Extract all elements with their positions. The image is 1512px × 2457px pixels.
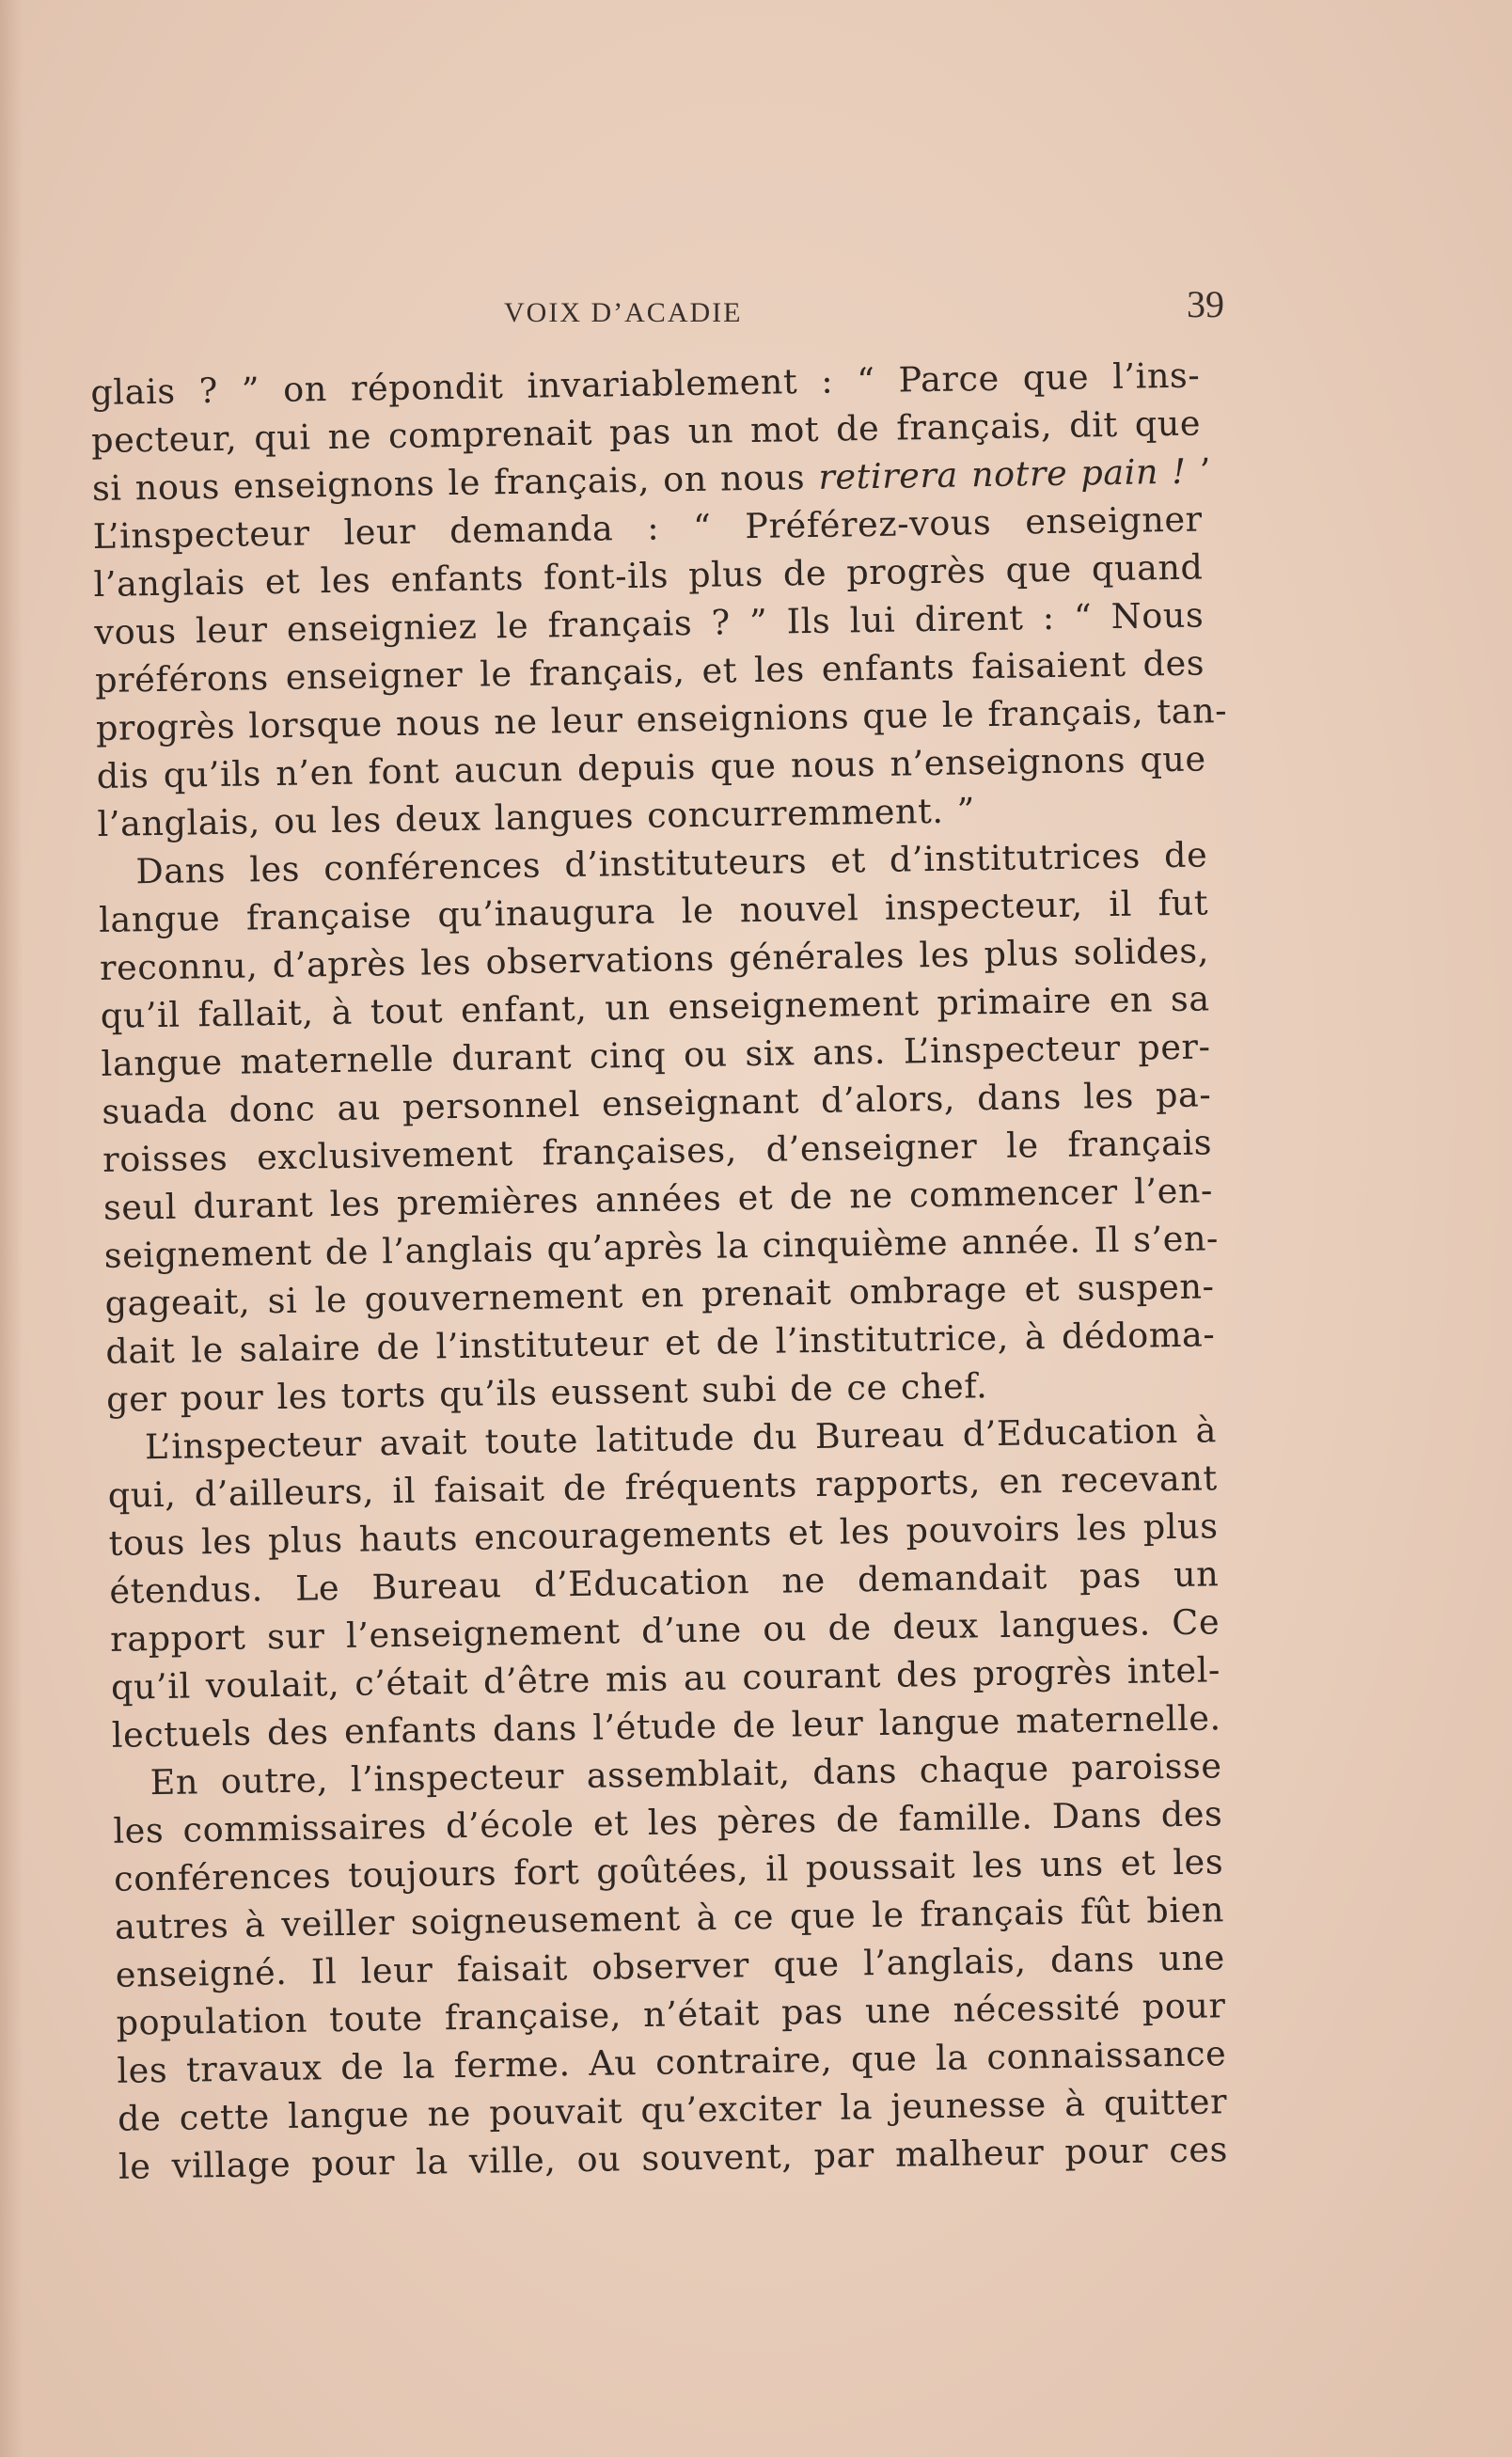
text-line: langue française qu’inaugura le nouvel inspecteur, il fut [98,882,1209,940]
body-text [90,351,1228,2190]
text-line: les travaux de la ferme. Au contraire, que la connaissance [117,2033,1227,2091]
page-number: 39 [1187,283,1224,325]
text-line: lectuels des enfants dans l’étude de leur langue maternelle. [111,1697,1222,1756]
text-line: glais ? ” on répondit invariablement : “ Parce que l’ins- [90,354,1201,413]
text-line: L’inspecteur avait toute latitude du Bureau d’Education à [144,1410,1218,1468]
paragraph-3 [107,1406,1221,1758]
text-line: dait le salaire de l’instituteur et de l’institutrice, à dédoma- [105,1314,1216,1372]
text-line-start: si nous enseignons le français, on nous [91,456,819,509]
text-line: progrès lorsque nous ne leur enseignions que le français, tan- [95,690,1228,748]
text-line: langue maternelle durant cinq ou six ans. L’inspecteur per- [101,1026,1211,1084]
text-line: seignement de l’anglais qu’après la cinquième année. Il s’en- [103,1218,1220,1276]
paragraph-4 [112,1741,1228,2190]
text-line: population toute française, n’était pas une nécessité pour [116,1985,1226,2043]
text-line: les commissaires d’école et les pères de famille. Dans des [113,1793,1223,1851]
page-header [94,282,1224,339]
text-line: dis qu’ils n’en font aucun depuis que nous n’enseignons que [96,738,1207,796]
closing-quote: ’ [1186,450,1212,492]
text-line: de cette langue ne pouvait qu’exciter la jeunesse à quitter [117,2081,1228,2139]
text-line: tous les plus hauts encouragements et les pouvoirs les plus [108,1505,1219,1564]
text-line: autres à veiller soigneusement à ce que le français fût bien [114,1889,1225,1947]
text-line: roisses exclusivement françaises, d’enseigner le français [102,1122,1213,1180]
text-line: étendus. Le Bureau d’Education ne demandait pas un [109,1553,1220,1612]
paragraph-1 [90,351,1228,847]
page-gutter-shadow [0,0,23,2457]
text-line: vous leur enseigniez le français ? ” Ils lui dirent : “ Nous [94,594,1205,653]
text-line: reconnu, d’après les observations générales les plus solides, [99,930,1210,988]
text-line: suada donc au personnel enseignant d’alors, dans les pa- [102,1074,1212,1132]
text-line: rapport sur l’enseignement d’une ou de deux langues. Ce [109,1601,1221,1660]
text-line: qui, d’ailleurs, il faisait de fréquents rapports, en recevant [107,1457,1219,1516]
text-line: conférences toujours fort goûtées, il poussait les uns et les [113,1841,1224,1899]
text-line: ger pour les torts qu’ils eussent subi de ce chef. [105,1365,988,1420]
text-line: enseigné. Il leur faisait observer que l’anglais, dans une [115,1937,1226,1995]
running-title: VOIX D’ACADIE [504,297,743,328]
text-line: seul durant les premières années et de ne commencer l’en- [102,1170,1214,1228]
text-line: pecteur, qui ne comprenait pas un mot de français, dit que [90,402,1202,461]
paragraph-2 [98,830,1220,1423]
text-line: qu’il fallait, à tout enfant, un enseignement primaire en sa [100,978,1211,1036]
text-line: En outre, l’inspecteur assemblait, dans chaque paroisse [150,1745,1222,1803]
text-line: préférons enseigner le français, et les enfants faisaient des [94,642,1205,701]
text-line: Dans les conférences d’instituteurs et d’institutrices de [135,834,1208,892]
text-line: l’anglais et les enfants font-ils plus de progrès que quand [93,546,1204,605]
text-line: le village pour la ville, ou souvent, par malheur pour ces [118,2129,1229,2187]
text-line: gageait, si le gouvernement en prenait ombrage et suspen- [104,1266,1215,1324]
text-line: L’inspecteur leur demanda : “ Préférez-vous enseigner [92,498,1203,557]
text-line: qu’il voulait, c’était d’être mis au courant des progrès intel- [110,1649,1221,1708]
italic-phrase: retirera notre pain ! [818,450,1187,497]
text-line: l’anglais, ou les deux langues concurremment. ” [97,790,976,844]
